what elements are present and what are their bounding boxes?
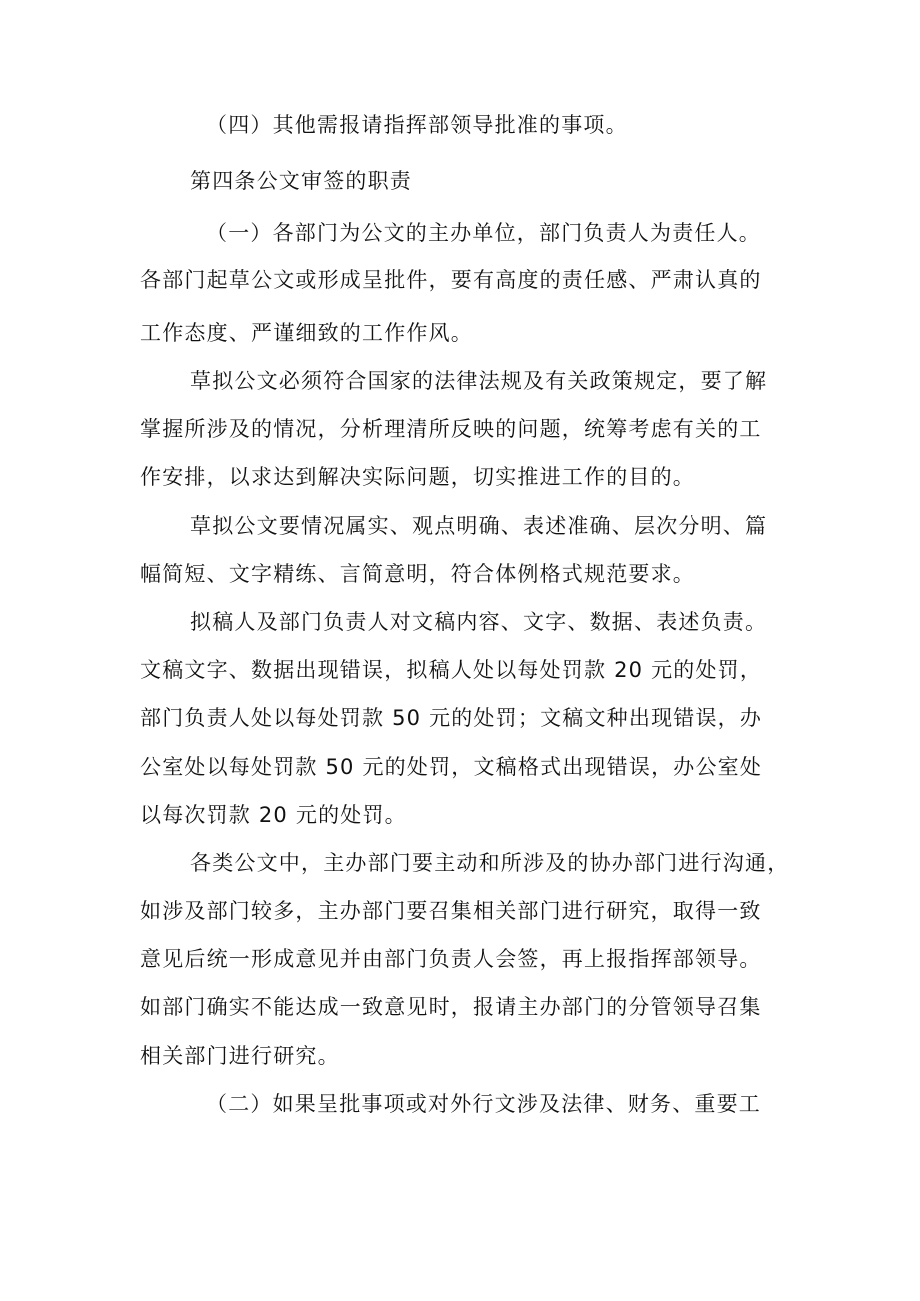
text-line: 如涉及部门较多，主办部门要召集相关部门进行研究，取得一致 xyxy=(140,899,762,923)
text-line: （二）如果呈批事项或对外行文涉及法律、财务、重要工 xyxy=(206,1092,761,1116)
text-line: 文稿文字、数据出现错误，拟稿人处以每处罚款 20 元的处罚， xyxy=(140,658,763,682)
text-line: 掌握所涉及的情况，分析理清所反映的问题，统筹考虑有关的工 xyxy=(140,417,762,441)
text-line: 各类公文中，主办部门要主动和所涉及的协办部门进行沟通， xyxy=(190,851,790,875)
text-line: 作安排，以求达到解决实际问题，切实推进工作的目的。 xyxy=(140,465,695,489)
text-line: （四）其他需报请指挥部领导批准的事项。 xyxy=(206,113,628,137)
text-line: 公室处以每处罚款 50 元的处罚，文稿格式出现错误，办公室处 xyxy=(140,755,763,779)
text-line: 幅简短、文字精练、言简意明，符合体例格式规范要求。 xyxy=(140,562,695,586)
text-line: 草拟公文必须符合国家的法律法规及有关政策规定，要了解 xyxy=(190,369,768,393)
text-line: 拟稿人及部门负责人对文稿内容、文字、数据、表述负责。 xyxy=(190,610,768,634)
text-line: （一）各部门为公文的主办单位，部门负责人为责任人。 xyxy=(206,221,761,245)
text-line: 部门负责人处以每处罚款 50 元的处罚；文稿文种出现错误，办 xyxy=(140,706,763,730)
text-line: 意见后统一形成意见并由部门负责人会签，再上报指挥部领导。 xyxy=(140,947,762,971)
text-line: 草拟公文要情况属实、观点明确、表述准确、层次分明、篇 xyxy=(190,514,768,538)
section-heading: 第四条公文审签的职责 xyxy=(190,169,412,193)
text-line: 如部门确实不能达成一致意见时，报请主办部门的分管领导召集 xyxy=(140,995,762,1019)
text-line: 相关部门进行研究。 xyxy=(140,1044,340,1068)
text-line: 各部门起草公文或形成呈批件，要有高度的责任感、严肃认真的 xyxy=(140,268,762,292)
text-line: 工作态度、严谨细致的工作作风。 xyxy=(140,321,473,345)
text-line: 以每次罚款 20 元的处罚。 xyxy=(140,803,407,827)
